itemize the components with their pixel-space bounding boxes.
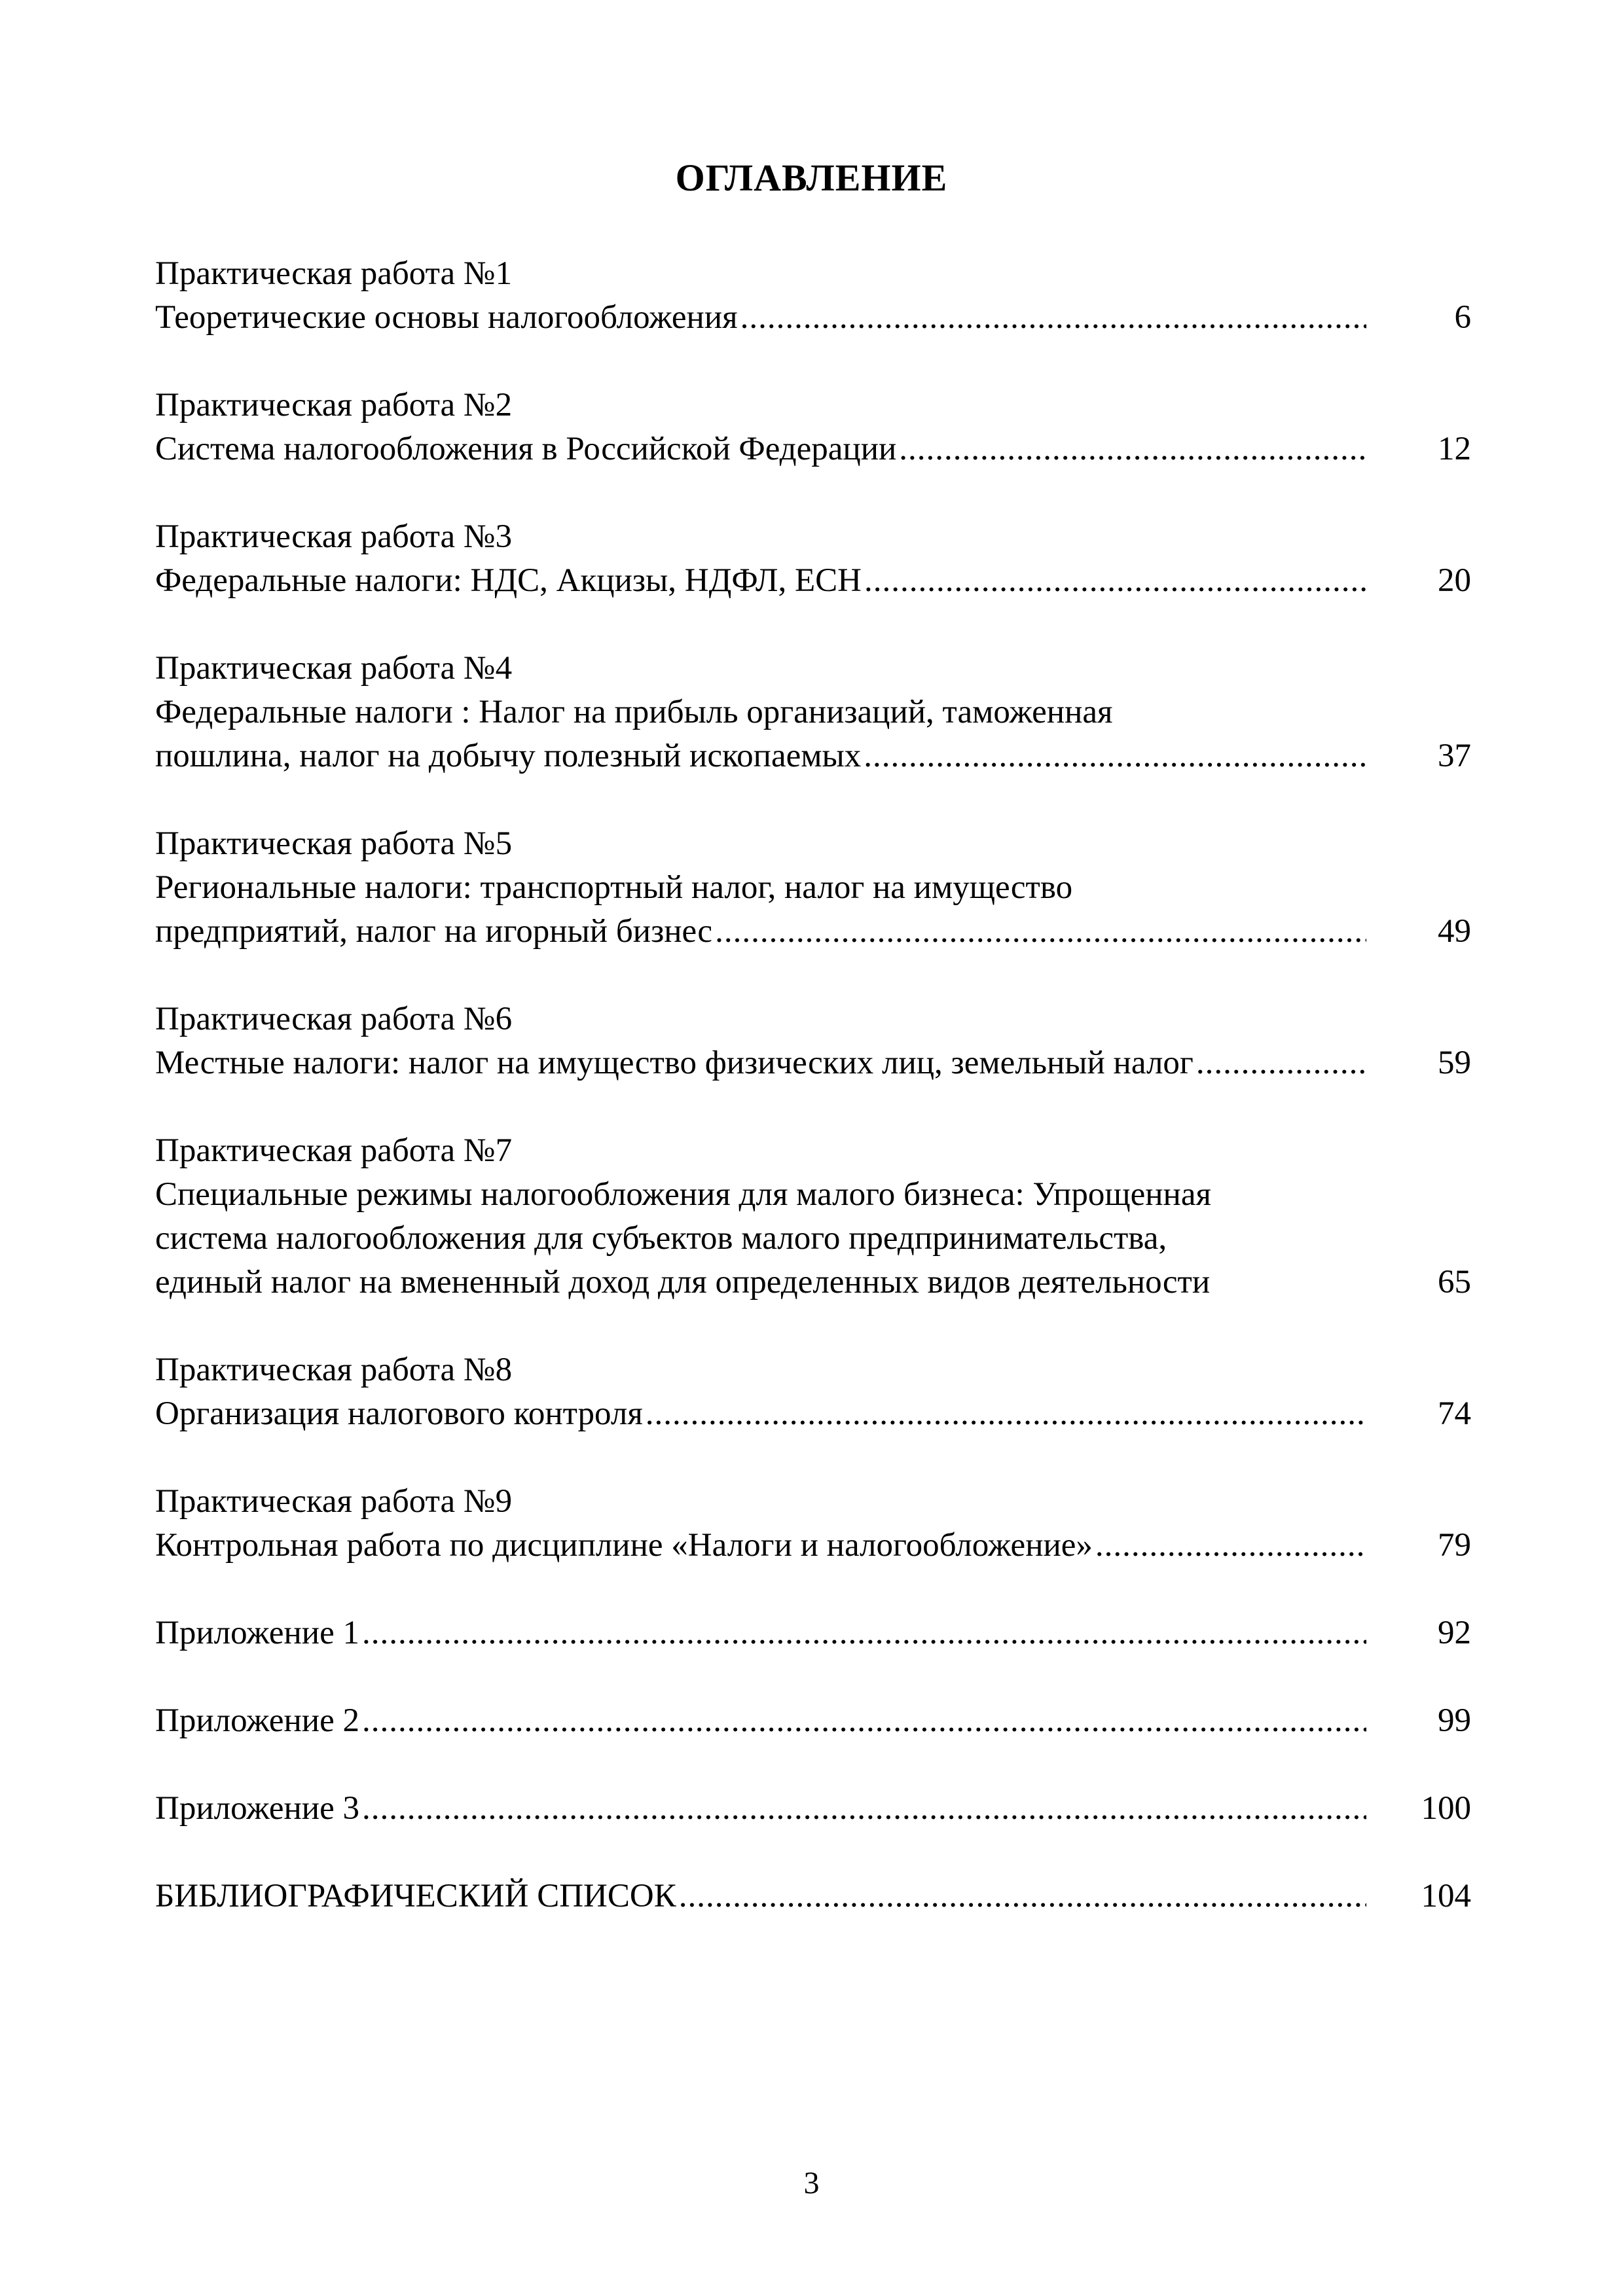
- entry-page-number: 20: [1438, 562, 1471, 599]
- entry-title-text: пошлина, налог на добычу полезный ископаемых: [155, 738, 862, 774]
- toc-entry-heading: [155, 384, 1471, 427]
- appendix-page-number: 104: [1421, 1878, 1471, 1914]
- dot-leader: [740, 296, 1366, 340]
- toc-entry-heading: [155, 1129, 1471, 1173]
- entry-spacer: [155, 1304, 1471, 1348]
- entry-title-text: Федеральные налоги : Налог на прибыль организаций, таможенная: [155, 694, 1113, 730]
- toc-entry-title-line: [155, 691, 1471, 734]
- entry-page-number: 49: [1438, 913, 1471, 950]
- toc-entry-title-line: [155, 1173, 1471, 1217]
- toc-entry-heading: [155, 997, 1471, 1041]
- toc-entry-title-line: [155, 1041, 1471, 1085]
- toc-entry[interactable]: [155, 997, 1471, 1085]
- toc-entry[interactable]: [155, 1129, 1471, 1304]
- entry-title-text: Система налогообложения в Российской Федерации: [155, 431, 897, 467]
- appendix-page-number: 100: [1421, 1790, 1471, 1827]
- toc-entry-heading: [155, 1348, 1471, 1392]
- dot-leader: [1196, 1041, 1366, 1085]
- page-title: ОГЛАВЛЕНИЕ: [675, 156, 948, 199]
- toc-appendix-entry[interactable]: [155, 1874, 1471, 1918]
- entry-heading-text: Практическая работа №9: [155, 1483, 513, 1520]
- dot-leader: [899, 427, 1366, 471]
- dot-leader: [362, 1787, 1366, 1831]
- entry-spacer: [155, 1436, 1471, 1480]
- entry-spacer: [155, 340, 1471, 384]
- entry-title-text: Федеральные налоги: НДС, Акцизы, НДФЛ, ЕСН: [155, 562, 862, 599]
- entry-heading-text: Практическая работа №4: [155, 650, 513, 687]
- entry-title-text: единый налог на вмененный доход для определенных видов деятельности: [155, 1264, 1211, 1300]
- entry-title-text: Местные налоги: налог на имущество физических лиц, земельный налог: [155, 1045, 1194, 1081]
- dot-leader: [362, 1611, 1366, 1655]
- appendix-page-number: 92: [1438, 1615, 1471, 1651]
- entry-heading-text: Практическая работа №7: [155, 1132, 513, 1169]
- entry-heading-text: Практическая работа №2: [155, 387, 513, 423]
- entry-spacer: [155, 778, 1471, 822]
- toc-entry-title-line: [155, 1261, 1471, 1304]
- entry-title-text: предприятий, налог на игорный бизнес: [155, 913, 713, 950]
- entry-title-text: Региональные налоги: транспортный налог, налог на имущество: [155, 869, 1073, 906]
- entry-spacer: [155, 1085, 1471, 1129]
- entry-heading-text: Практическая работа №6: [155, 1001, 513, 1037]
- toc-entry-heading: [155, 1480, 1471, 1524]
- toc-entry-title-line: [155, 1699, 1471, 1743]
- toc-entry[interactable]: [155, 822, 1471, 954]
- appendix-label: БИБЛИОГРАФИЧЕСКИЙ СПИСОК: [155, 1878, 676, 1914]
- entry-page-number: 12: [1438, 431, 1471, 467]
- entry-heading-text: Практическая работа №8: [155, 1352, 513, 1388]
- toc-appendix-entry[interactable]: [155, 1699, 1471, 1743]
- toc-entry[interactable]: [155, 1348, 1471, 1436]
- toc-entry[interactable]: [155, 384, 1471, 471]
- entry-heading-text: Практическая работа №1: [155, 255, 513, 292]
- appendix-label: Приложение 1: [155, 1615, 359, 1651]
- entry-spacer: [155, 1568, 1471, 1611]
- toc-entry-title-line: [155, 1611, 1471, 1655]
- entry-spacer: [155, 471, 1471, 515]
- entry-spacer: [155, 954, 1471, 997]
- toc-entry-title-line: [155, 910, 1471, 954]
- toc-entry-title-line: [155, 1217, 1471, 1261]
- toc-entry-title-line: [155, 559, 1471, 603]
- entry-title-text: Организация налогового контроля: [155, 1395, 643, 1432]
- entry-spacer: [155, 1743, 1471, 1787]
- entry-title-text: Специальные режимы налогообложения для малого бизнеса: Упрощенная: [155, 1176, 1211, 1213]
- toc-entry[interactable]: [155, 647, 1471, 778]
- dot-leader: [362, 1699, 1366, 1743]
- toc-entry-title-line: [155, 1874, 1471, 1918]
- entry-heading-text: Практическая работа №5: [155, 825, 513, 862]
- appendix-page-number: 99: [1438, 1702, 1471, 1739]
- toc-entry[interactable]: [155, 252, 1471, 340]
- toc-entry-title-line: [155, 866, 1471, 910]
- toc-entry-heading: [155, 252, 1471, 296]
- dot-leader: [864, 734, 1366, 778]
- entry-page-number: 65: [1438, 1264, 1471, 1300]
- toc-entry[interactable]: [155, 515, 1471, 603]
- entry-page-number: 79: [1438, 1527, 1471, 1564]
- toc-entry-heading: [155, 822, 1471, 866]
- table-of-contents: [155, 252, 1471, 1918]
- entry-page-number: 74: [1438, 1395, 1471, 1432]
- entry-page-number: 6: [1454, 299, 1471, 336]
- entry-title-text: Контрольная работа по дисциплине «Налоги и налогообложение»: [155, 1527, 1093, 1564]
- entry-spacer: [155, 603, 1471, 647]
- toc-entry-title-line: [155, 734, 1471, 778]
- dot-leader: [679, 1874, 1366, 1918]
- toc-appendix-entry[interactable]: [155, 1787, 1471, 1831]
- toc-entry[interactable]: [155, 1480, 1471, 1568]
- dot-leader: [715, 910, 1366, 954]
- entry-page-number: 37: [1438, 738, 1471, 774]
- dot-leader: [864, 559, 1366, 603]
- entry-spacer: [155, 1831, 1471, 1874]
- entry-title-text: Теоретические основы налогообложения: [155, 299, 738, 336]
- dot-leader: [1095, 1524, 1366, 1568]
- toc-entry-title-line: [155, 1787, 1471, 1831]
- toc-entry-heading: [155, 647, 1471, 691]
- entry-page-number: 59: [1438, 1045, 1471, 1081]
- page-number: 3: [803, 2166, 820, 2200]
- entry-spacer: [155, 1655, 1471, 1699]
- toc-entry-heading: [155, 515, 1471, 559]
- dot-leader: [646, 1392, 1366, 1436]
- toc-entry-title-line: [155, 296, 1471, 340]
- toc-entry-title-line: [155, 1392, 1471, 1436]
- appendix-label: Приложение 3: [155, 1790, 359, 1827]
- appendix-label: Приложение 2: [155, 1702, 359, 1739]
- entry-title-text: система налогообложения для субъектов малого предпринимательства,: [155, 1220, 1167, 1257]
- toc-entry-title-line: [155, 427, 1471, 471]
- toc-appendix-entry[interactable]: [155, 1611, 1471, 1655]
- toc-entry-title-line: [155, 1524, 1471, 1568]
- entry-heading-text: Практическая работа №3: [155, 518, 513, 555]
